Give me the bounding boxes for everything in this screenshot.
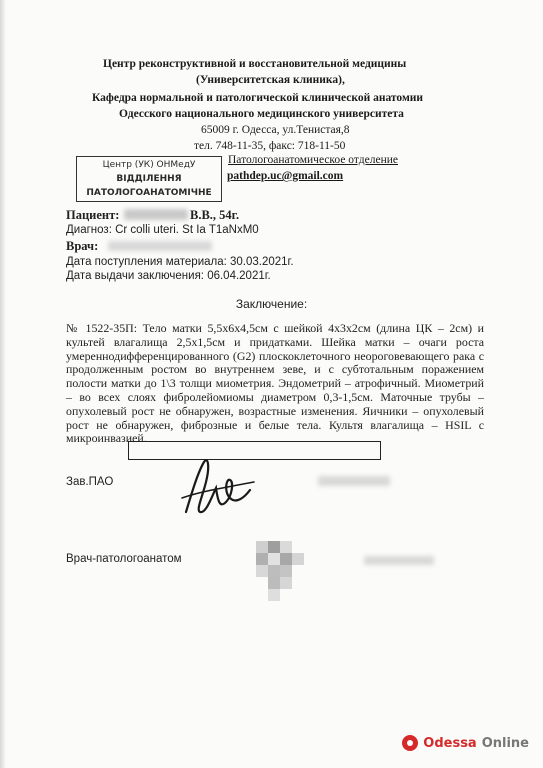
header-clinic: (Университетская клиника),	[196, 74, 345, 86]
header-institution: Центр реконструктивной и восстановительной медицины	[103, 58, 407, 70]
header-university: Одесского национального медицинского университета	[119, 108, 404, 120]
patient-initials-age: В.В., 54г.	[190, 208, 240, 222]
logo-word-1: Odessa	[423, 735, 477, 751]
received-date: Дата поступления материала: 30.03.2021г.	[66, 256, 294, 268]
header-phone: тел. 748-11-35, факс: 718-11-50	[194, 140, 346, 152]
head-label: Зав.ПАО	[66, 476, 114, 488]
odessa-online-logo	[402, 734, 529, 752]
stamp-row-1: Центр (УК) ОНМедУ	[102, 160, 196, 170]
redacted-head-name	[318, 476, 390, 486]
issued-date: Дата выдачи заключения: 06.04.2021г.	[66, 270, 271, 282]
patient-label: Пациент:	[66, 208, 120, 222]
conclusion-body	[66, 322, 484, 446]
header-address: 65009 г. Одесса, ул.Тенистая,8	[201, 124, 350, 136]
redacted-doctor-name	[108, 241, 212, 251]
redacted-pathologist-name	[364, 556, 434, 565]
conclusion-title: Заключение:	[235, 297, 308, 311]
signature-image	[178, 452, 258, 524]
conclusion-text: № 1522-35П: Тело матки 5,5х6х4,5см с шейкой 4х3х2см (длина ЦК – 2см) и культей влагалища 2,5х1,5см и придатками. Шейка матки – очаги роста умереннодифференцированного (G2) плоскоклеточного неороговевающего рака с продолженным ростом во внутреннем зеве, и с субтотальным поражением полости матки до 1\3 толщи миометрия. Эндометрий – атрофичный. Миометрий – во всех слоях фибролейомиомы диаметром 0,3-1,5см. Маточные трубы – опухолевый рост не обнаружен, возрастные изменения. Яичники – опухолевый рост не обнаружен, фиброзные и белые тела.	[66, 321, 484, 432]
stamp-row-3: ПАТОЛОГОАНАТОМІЧНЕ	[86, 188, 212, 198]
logo-circle-icon	[402, 735, 418, 751]
stamp-row-2: ВІДДІЛЕННЯ	[116, 174, 182, 184]
header-department: Кафедра нормальной и патологической клинической анатомии	[92, 92, 424, 104]
header-email: pathdep.uc@gmail.com	[227, 170, 344, 182]
header-unit: Патологоанатомическое отделение	[228, 154, 398, 166]
department-stamp	[76, 156, 222, 202]
pathologist-label: Врач-патологоанатом	[66, 553, 182, 565]
conclusion-highlight: Культя влагалища – HSIL с микроинвазией.	[66, 417, 484, 446]
logo-word-2: Online	[481, 735, 529, 751]
doctor-label: Врач:	[66, 239, 99, 253]
redacted-patient-name	[124, 209, 188, 220]
diagnosis-line: Диагноз: Cr colli uteri. St Ia T1aNxM0	[66, 224, 259, 236]
